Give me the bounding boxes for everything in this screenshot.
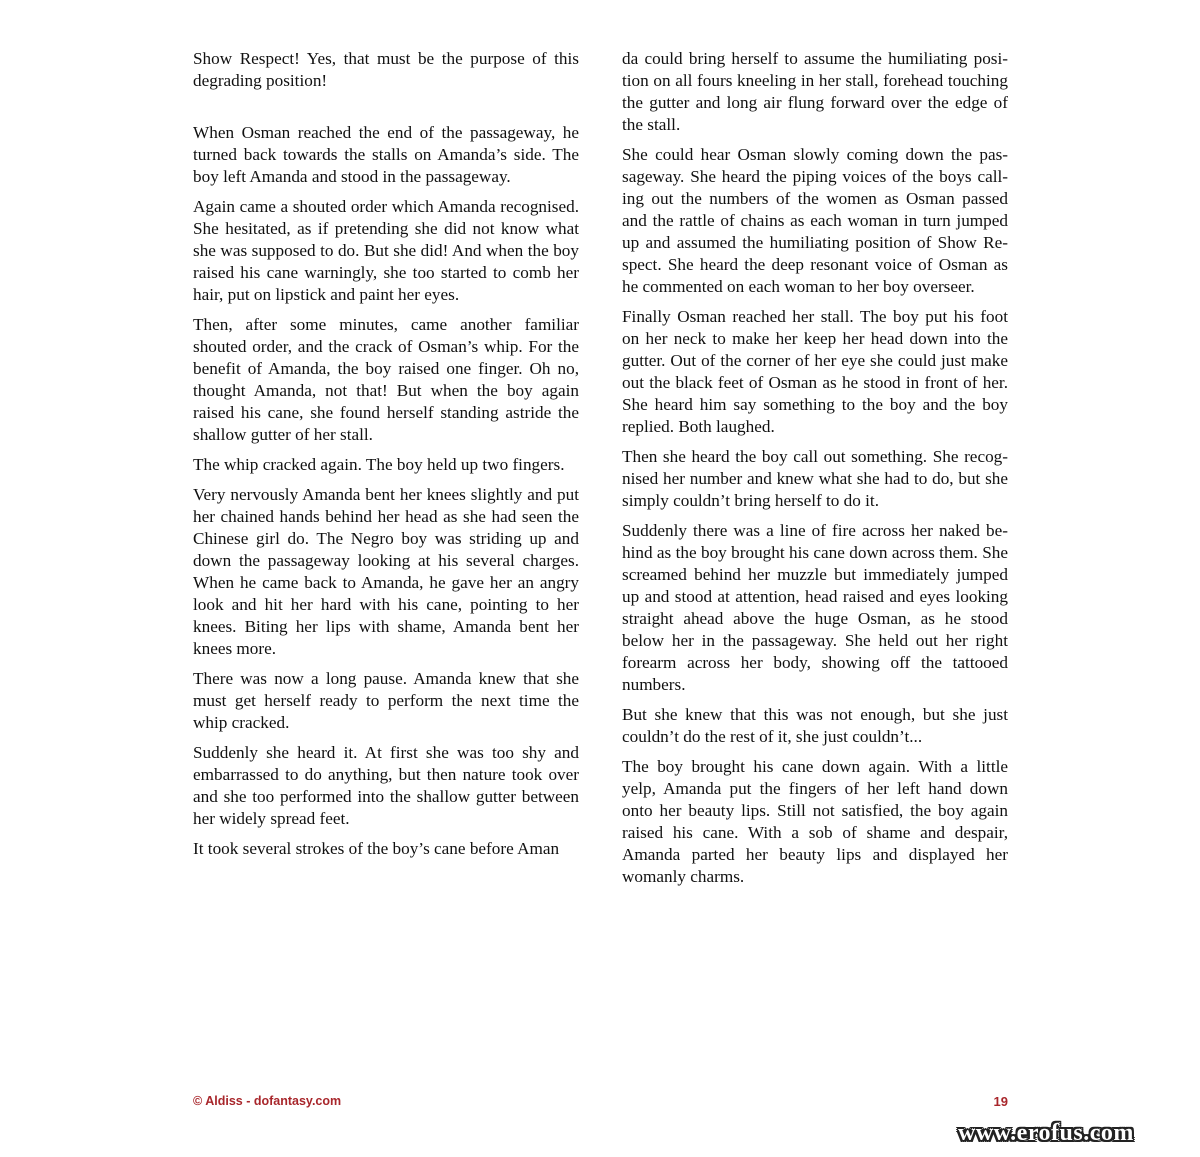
- paragraph: Suddenly she heard it. At first she was too shy and embarrassed to do anything, but then nature took over and she too performed into the shallow gutter between her widely spread feet.: [193, 743, 579, 828]
- paragraph: Very nervously Amanda bent her knees slightly and put her chained hands behind her head as she had seen the Chinese girl do. The Negro boy was striding up and down the passageway looking at his several charges. When he came back to Amanda, he gave her an angry look and hit her hard with his cane, pointing to her knees. Biting her lips with shame, Amanda bent her knees more.: [193, 485, 579, 658]
- right-text-column: [622, 48, 1008, 896]
- paragraph: Then she heard the boy call out something. She recognised her number and knew what she had to do, but she simply couldn’t bring herself to do it.: [622, 447, 1008, 510]
- copyright-footer: © Aldiss - dofantasy.com: [193, 1094, 342, 1108]
- left-text-column: [193, 48, 579, 868]
- paragraph: Finally Osman reached her stall. The boy put his foot on her neck to make her keep her head down into the gutter. Out of the corner of her eye she could just make out the black feet of Osman as he stood in front of her. She heard him say something to the boy and the boy replied. Both laughed.: [622, 307, 1008, 436]
- paragraph: da could bring herself to assume the humiliating position on all fours kneeling in her stall, forehead touching the gutter and long air flung forward over the edge of the stall.: [622, 49, 1008, 134]
- watermark: www.erofus.com: [958, 1120, 1134, 1146]
- paragraph: The boy brought his cane down again. With a little yelp, Amanda put the fingers of her left hand down onto her beauty lips. Still not satisfied, the boy again raised his cane. With a sob of shame and despair, Amanda parted her beauty lips and displayed her womanly charms.: [622, 757, 1008, 886]
- paragraph: When Osman reached the end of the passageway, he turned back towards the stalls on Amanda’s side. The boy left Amanda and stood in the passageway.: [193, 123, 579, 186]
- paragraph: Again came a shouted order which Amanda recognised. She hesitated, as if pretending she did not know what she was supposed to do. But she did! And when the boy raised his cane warningly, she too started to comb her hair, put on lipstick and paint her eyes.: [193, 197, 579, 304]
- paragraph: The whip cracked again. The boy held up two fingers.: [193, 455, 565, 474]
- paragraph: Then, after some minutes, came another familiar shouted order, and the crack of Osman’s whip. For the benefit of Amanda, the boy raised one finger. Oh no, thought Amanda, not that! But when the boy again raised his cane, she found herself standing astride the shallow gutter of her stall.: [193, 315, 579, 444]
- paragraph: But she knew that this was not enough, but she just couldn’t do the rest of it, she just couldn’t...: [622, 705, 1008, 746]
- page-number: 19: [993, 1094, 1008, 1109]
- paragraph: Show Respect! Yes, that must be the purpose of this degrading position!: [193, 49, 579, 90]
- paragraph: Suddenly there was a line of fire across her naked behind as the boy brought his cane down across them. She screamed behind her muzzle but immediately jumped up and stood at attention, head raised and eyes looking straight ahead above the huge Osman, as he stood below her in the passageway. She held out her right forearm across her body, showing off the tattooed numbers.: [622, 521, 1008, 694]
- paragraph: She could hear Osman slowly coming down the passageway. She heard the piping voices of the boys calling out the numbers of the women as Osman passed and the rattle of chains as each woman in turn jumped up and assumed the humiliating position of Show Respect. She heard the deep resonant voice of Osman as he commented on each woman to her boy overseer.: [622, 145, 1008, 296]
- paragraph: There was now a long pause. Amanda knew that she must get herself ready to perform the next time the whip cracked.: [193, 669, 579, 732]
- paragraph: It took several strokes of the boy’s cane before Aman: [193, 839, 560, 858]
